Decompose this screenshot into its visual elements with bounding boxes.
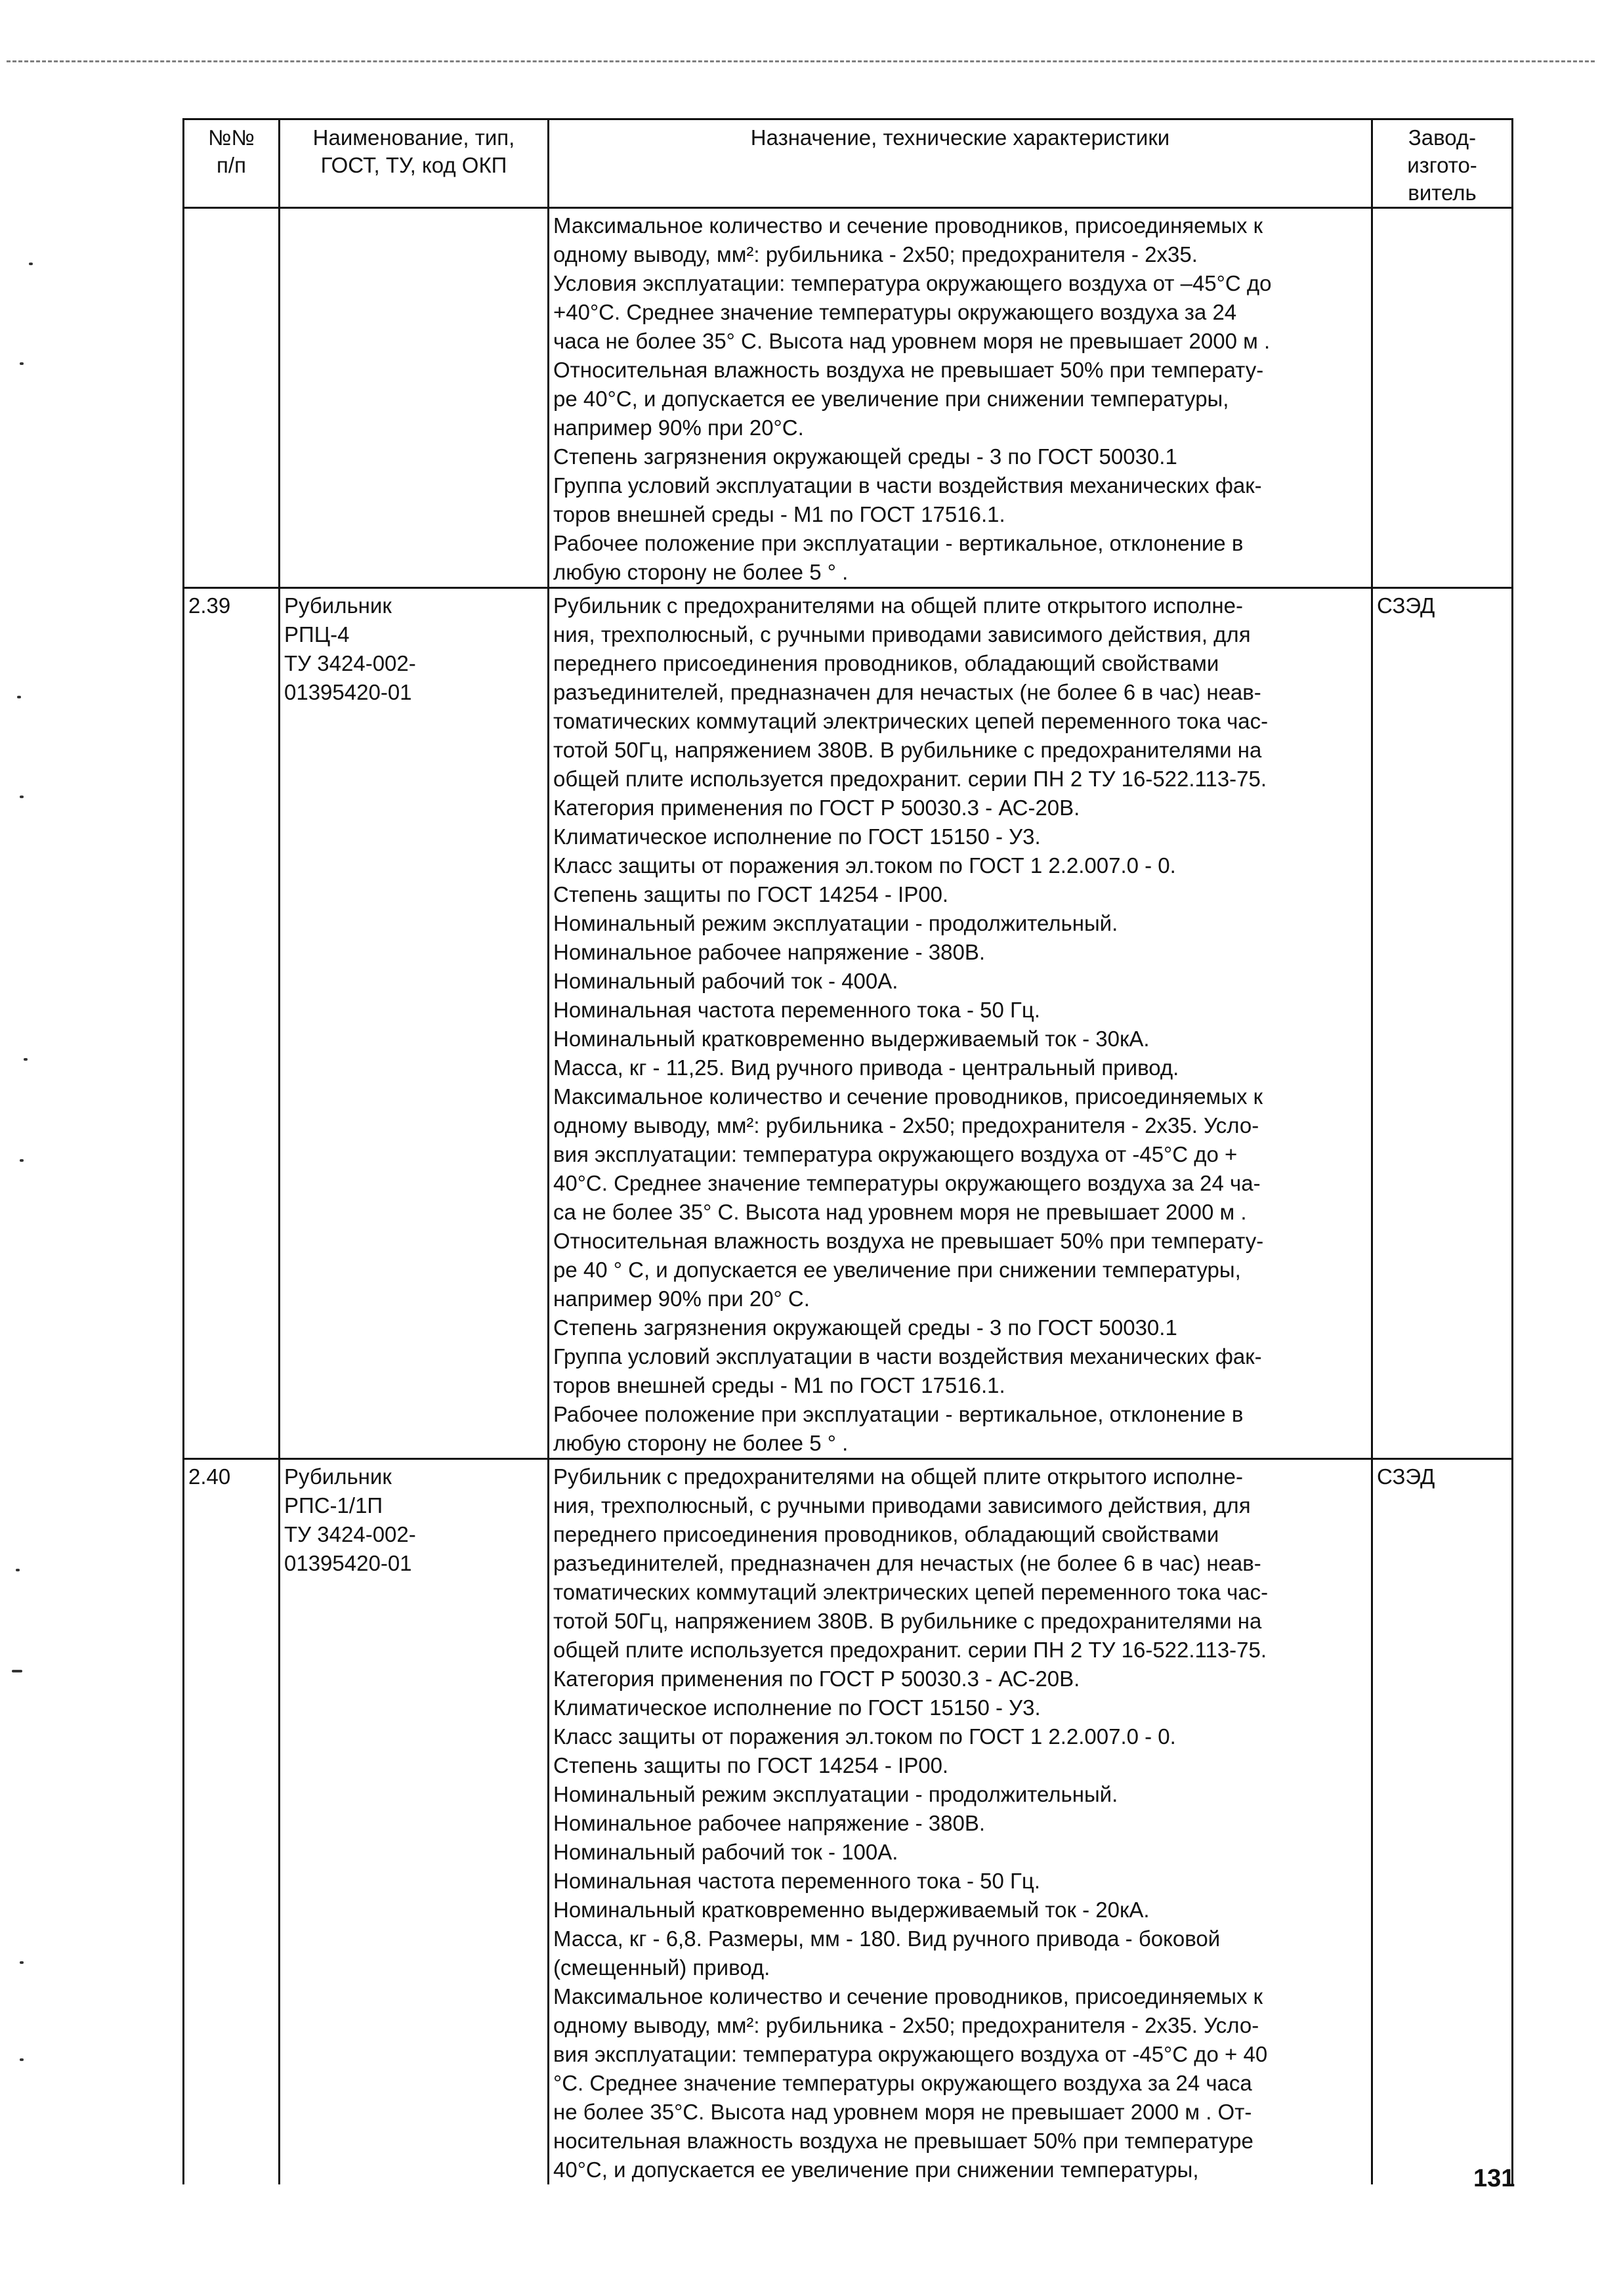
row-manufacturer bbox=[1372, 208, 1513, 588]
page-number: 131 bbox=[1473, 2165, 1515, 2192]
description-line: Номинальный режим эксплуатации - продолжительный. bbox=[553, 1782, 1118, 1806]
description-line: томатических коммутаций электрических цепей переменного тока час- bbox=[553, 709, 1269, 733]
description-line: (смещенный) привод. bbox=[553, 1955, 770, 1980]
description-line: любую сторону не более 5 ° . bbox=[553, 560, 849, 584]
description-line: торов внешней среды - М1 по ГОСТ 17516.1. bbox=[553, 1373, 1005, 1397]
scan-speck bbox=[20, 796, 24, 798]
description-line: Номинальный рабочий ток - 400А. bbox=[553, 969, 898, 993]
description-line: любую сторону не более 5 ° . bbox=[553, 1431, 849, 1455]
description-line: Номинальный режим эксплуатации - продолжительный. bbox=[553, 911, 1118, 935]
description-line: Номинальное рабочее напряжение - 380В. bbox=[553, 1811, 986, 1835]
scan-speck bbox=[24, 1058, 28, 1061]
description-line: Рубильник с предохранителями на общей плите открытого исполне- bbox=[553, 1464, 1243, 1489]
description-line: ре 40°С, и допускается ее увеличение при снижении температуры, bbox=[553, 387, 1229, 411]
description-line: 40°С. Среднее значение температуры окружающего воздуха за 24 ча- bbox=[553, 1171, 1261, 1195]
row-description bbox=[549, 208, 1372, 588]
product-name-line: ТУ 3424-002- bbox=[284, 1522, 416, 1546]
description-line: Категория применения по ГОСТ Р 50030.3 - АС-20В. bbox=[553, 796, 1080, 820]
scan-speck bbox=[20, 1159, 24, 1162]
description-line: Номинальная частота переменного тока - 50 Гц. bbox=[553, 998, 1040, 1022]
description-line: одному выводу, мм²: рубильника - 2х50; предохранителя - 2х35. bbox=[553, 242, 1198, 266]
description-line: общей плите используется предохранит. серии ПН 2 ТУ 16-522.113-75. bbox=[553, 1638, 1267, 1662]
header-description: Назначение, технические характеристики bbox=[549, 119, 1372, 208]
description-line: разъединителей, предназначен для нечастых (не более 6 в час) неав- bbox=[553, 680, 1261, 704]
row-number-text: 2.39 bbox=[188, 593, 231, 618]
description-line: Класс защиты от поражения эл.током по ГОСТ 1 2.2.007.0 - 0. bbox=[553, 1724, 1176, 1749]
description-line: Категория применения по ГОСТ Р 50030.3 - АС-20В. bbox=[553, 1667, 1080, 1691]
description-line: переднего присоединения проводников, обладающий свойствами bbox=[553, 1522, 1219, 1546]
scan-speck bbox=[20, 2058, 24, 2061]
row-number bbox=[184, 208, 280, 588]
scan-speck bbox=[20, 1961, 24, 1964]
description-line: тотой 50Гц, напряжением 380В. В рубильнике с предохранителями на bbox=[553, 738, 1262, 762]
scan-speck bbox=[16, 1569, 20, 1571]
description-line: Масса, кг - 11,25. Вид ручного привода - центральный привод. bbox=[553, 1055, 1179, 1080]
description-line: вия эксплуатации: температура окружающего воздуха от -45°С до + bbox=[553, 1142, 1238, 1166]
description-line: тотой 50Гц, напряжением 380В. В рубильнике с предохранителями на bbox=[553, 1609, 1262, 1633]
description-line: например 90% при 20°С. bbox=[553, 415, 804, 440]
description-line: не более 35°С. Высота над уровнем моря не превышает 2000 м . От- bbox=[553, 2100, 1252, 2124]
description-line: Степень защиты по ГОСТ 14254 - IP00. bbox=[553, 882, 949, 906]
description-line: Номинальный кратковременно выдерживаемый ток - 30кА. bbox=[553, 1027, 1150, 1051]
description-line: носительная влажность воздуха не превышает 50% при температуре bbox=[553, 2129, 1253, 2153]
description-line: Номинальная частота переменного тока - 50 Гц. bbox=[553, 1869, 1040, 1893]
product-name-line: РПЦ-4 bbox=[284, 622, 350, 647]
product-name-line: Рубильник bbox=[284, 1464, 392, 1489]
description-line: са не более 35° С. Высота над уровнем моря не превышает 2000 м . bbox=[553, 1200, 1247, 1224]
description-line: ния, трехполюсный, с ручными приводами зависимого действия, для bbox=[553, 622, 1251, 647]
description-line: Максимальное количество и сечение проводников, присоединяемых к bbox=[553, 213, 1263, 238]
header-manufacturer: Завод- изгото- витель bbox=[1372, 119, 1513, 208]
description-line: ре 40 ° С, и допускается ее увеличение при снижении температуры, bbox=[553, 1258, 1241, 1282]
header-name: Наименование, тип, ГОСТ, ТУ, код ОКП bbox=[280, 119, 549, 208]
row-manufacturer bbox=[1372, 588, 1513, 1459]
description-line: Относительная влажность воздуха не превышает 50% при температу- bbox=[553, 1229, 1264, 1253]
product-name-line: 01395420-01 bbox=[284, 680, 412, 704]
product-name-line: РПС-1/1П bbox=[284, 1493, 383, 1518]
description-line: Группа условий эксплуатации в части воздействия механических фак- bbox=[553, 473, 1262, 498]
description-line: Класс защиты от поражения эл.током по ГОСТ 1 2.2.007.0 - 0. bbox=[553, 853, 1176, 878]
scan-speck bbox=[29, 263, 33, 265]
spec-table bbox=[182, 118, 1513, 2184]
description-line: Климатическое исполнение по ГОСТ 15150 - У3. bbox=[553, 1695, 1041, 1720]
description-line: Максимальное количество и сечение проводников, присоединяемых к bbox=[553, 1984, 1263, 2009]
description-line: томатических коммутаций электрических цепей переменного тока час- bbox=[553, 1580, 1269, 1604]
product-name-line: 01395420-01 bbox=[284, 1551, 412, 1575]
description-line: Рубильник с предохранителями на общей плите открытого исполне- bbox=[553, 593, 1243, 618]
description-line: Максимальное количество и сечение проводников, присоединяемых к bbox=[553, 1084, 1263, 1109]
description-line: Рабочее положение при эксплуатации - вертикальное, отклонение в bbox=[553, 1402, 1244, 1426]
product-name-line: Рубильник bbox=[284, 593, 392, 618]
description-line: Рабочее положение при эксплуатации - вертикальное, отклонение в bbox=[553, 531, 1244, 555]
table-row bbox=[184, 208, 1513, 588]
manufacturer-text: СЗЭД bbox=[1377, 593, 1435, 618]
product-name-line: ТУ 3424-002- bbox=[284, 651, 416, 675]
row-product-name bbox=[280, 1459, 549, 2185]
description-line: Климатическое исполнение по ГОСТ 15150 - У3. bbox=[553, 824, 1041, 849]
description-line: Степень защиты по ГОСТ 14254 - IP00. bbox=[553, 1753, 949, 1777]
row-manufacturer bbox=[1372, 1459, 1513, 2185]
description-line: Степень загрязнения окружающей среды - 3 по ГОСТ 50030.1 bbox=[553, 444, 1177, 469]
header-num: №№ п/п bbox=[184, 119, 280, 208]
description-line: Группа условий эксплуатации в части воздействия механических фак- bbox=[553, 1344, 1262, 1369]
description-line: °С. Среднее значение температуры окружающего воздуха за 24 часа bbox=[553, 2071, 1252, 2095]
description-line: одному выводу, мм²: рубильника - 2х50; предохранителя - 2х35. Усло- bbox=[553, 1113, 1259, 1137]
description-line: Относительная влажность воздуха не превышает 50% при температу- bbox=[553, 358, 1264, 382]
scan-speck bbox=[12, 1670, 22, 1672]
scan-artifact-line bbox=[7, 60, 1595, 62]
table-row bbox=[184, 1459, 1513, 2185]
manufacturer-text: СЗЭД bbox=[1377, 1464, 1435, 1489]
description-line: вия эксплуатации: температура окружающего воздуха от -45°С до + 40 bbox=[553, 2042, 1268, 2066]
description-line: Номинальный кратковременно выдерживаемый ток - 20кА. bbox=[553, 1898, 1150, 1922]
description-line: часа не более 35° С. Высота над уровнем моря не превышает 2000 м . bbox=[553, 329, 1271, 353]
row-product-name bbox=[280, 588, 549, 1459]
row-number bbox=[184, 1459, 280, 2185]
description-line: общей плите используется предохранит. серии ПН 2 ТУ 16-522.113-75. bbox=[553, 767, 1267, 791]
row-number bbox=[184, 588, 280, 1459]
description-line: Степень загрязнения окружающей среды - 3 по ГОСТ 50030.1 bbox=[553, 1315, 1177, 1340]
row-description bbox=[549, 1459, 1372, 2185]
description-line: +40°С. Среднее значение температуры окружающего воздуха за 24 bbox=[553, 300, 1237, 324]
row-description bbox=[549, 588, 1372, 1459]
row-product-name bbox=[280, 208, 549, 588]
description-line: ния, трехполюсный, с ручными приводами зависимого действия, для bbox=[553, 1493, 1251, 1518]
description-line: торов внешней среды - М1 по ГОСТ 17516.1. bbox=[553, 502, 1005, 526]
description-line: переднего присоединения проводников, обладающий свойствами bbox=[553, 651, 1219, 675]
description-line: одному выводу, мм²: рубильника - 2х50; предохранителя - 2х35. Усло- bbox=[553, 2013, 1259, 2037]
description-line: 40°С, и допускается ее увеличение при снижении температуры, bbox=[553, 2158, 1199, 2182]
table-row bbox=[184, 588, 1513, 1459]
description-line: Условия эксплуатации: температура окружающего воздуха от –45°С до bbox=[553, 271, 1272, 295]
table-header-row bbox=[184, 119, 1513, 208]
scan-speck bbox=[20, 362, 24, 365]
description-line: Масса, кг - 6,8. Размеры, мм - 180. Вид ручного привода - боковой bbox=[553, 1926, 1221, 1951]
description-line: Номинальный рабочий ток - 100А. bbox=[553, 1840, 898, 1864]
scan-speck bbox=[17, 696, 21, 698]
description-line: разъединителей, предназначен для нечастых (не более 6 в час) неав- bbox=[553, 1551, 1261, 1575]
row-number-text: 2.40 bbox=[188, 1464, 231, 1489]
description-line: например 90% при 20° С. bbox=[553, 1286, 810, 1311]
description-line: Номинальное рабочее напряжение - 380В. bbox=[553, 940, 986, 964]
